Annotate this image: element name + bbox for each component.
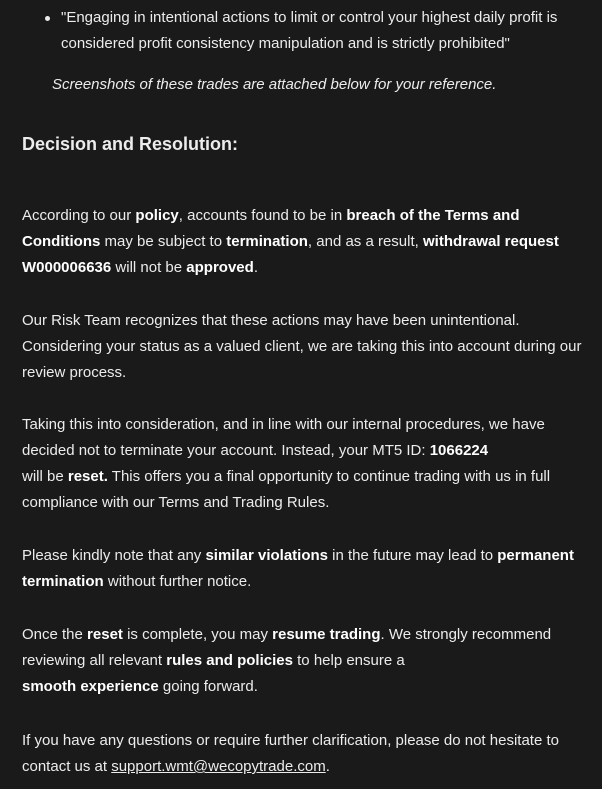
bold-permanent-termination: permanent termination (22, 547, 574, 590)
bold-smooth-experience: smooth experience (22, 678, 159, 695)
text-span: may be subject to (100, 233, 227, 250)
bold-approved: approved (186, 259, 254, 276)
text-span: . We strongly recommend reviewing all relevant (22, 626, 552, 669)
quoted-rule-list (61, 5, 581, 57)
text-span: will not be (111, 259, 187, 276)
text-span: , and as a result, (307, 233, 423, 250)
text-span: in the future may lead to (328, 547, 498, 564)
text-span: to help ensure a (292, 652, 405, 669)
risk-team-paragraph: Our Risk Team recognizes that these actions may have been unintentional. Considering your status as a valued client, we are taking this into account during our review process. (22, 312, 582, 381)
bold-reset: reset. (67, 468, 108, 485)
quoted-rule-text: "Engaging in intentional actions to limit or control your highest daily profit is considered profit consistency manipulation and is strictly prohibited" (61, 9, 558, 52)
bold-rules-and-policies: rules and policies (166, 652, 293, 669)
section-heading: Decision and Resolution: (22, 134, 239, 154)
policy-paragraph (22, 203, 592, 281)
text-span: . (325, 758, 330, 775)
bullet-dot-icon (45, 16, 50, 21)
bold-policy: policy (135, 207, 179, 224)
text-span: According to our (22, 207, 136, 224)
resume-trading-paragraph (22, 622, 592, 700)
text-span: . (253, 259, 258, 276)
bold-reset: reset (87, 626, 123, 643)
text-span: without further notice. (103, 573, 252, 590)
text-span: is complete, you may (122, 626, 273, 643)
warning-paragraph (22, 543, 592, 595)
text-span: going forward. (158, 678, 258, 695)
reset-decision-paragraph (22, 412, 592, 516)
text-span: Once the (22, 626, 88, 643)
quoted-rule-item (61, 5, 581, 57)
text-span: Taking this into consideration, and in line with our internal procedures, we have decided not to terminate your account. Instead, your MT5 ID: (22, 416, 545, 459)
text-span: Please kindly note that any (22, 547, 206, 564)
bold-mt5-id: 1066224 (429, 442, 489, 459)
text-span: This offers you a final opportunity to continue trading with us in full compliance with our Terms and Trading Rules. (22, 468, 551, 511)
bold-resume-trading: resume trading (272, 626, 381, 643)
text-span: will be (22, 468, 68, 485)
bold-termination: termination (226, 233, 308, 250)
bold-breach: breach of the Terms and Conditions (22, 207, 520, 250)
contact-paragraph (22, 728, 592, 780)
bold-withdrawal-request: withdrawal request W000006636 (22, 233, 559, 276)
bold-similar-violations: similar violations (205, 547, 328, 564)
support-email-link[interactable]: support.wmt@wecopytrade.com (111, 758, 326, 775)
text-span: , accounts found to be in (178, 207, 347, 224)
screenshots-note: Screenshots of these trades are attached below for your reference. (52, 76, 497, 93)
text-span: If you have any questions or require further clarification, please do not hesitate to contact us at (22, 732, 559, 775)
